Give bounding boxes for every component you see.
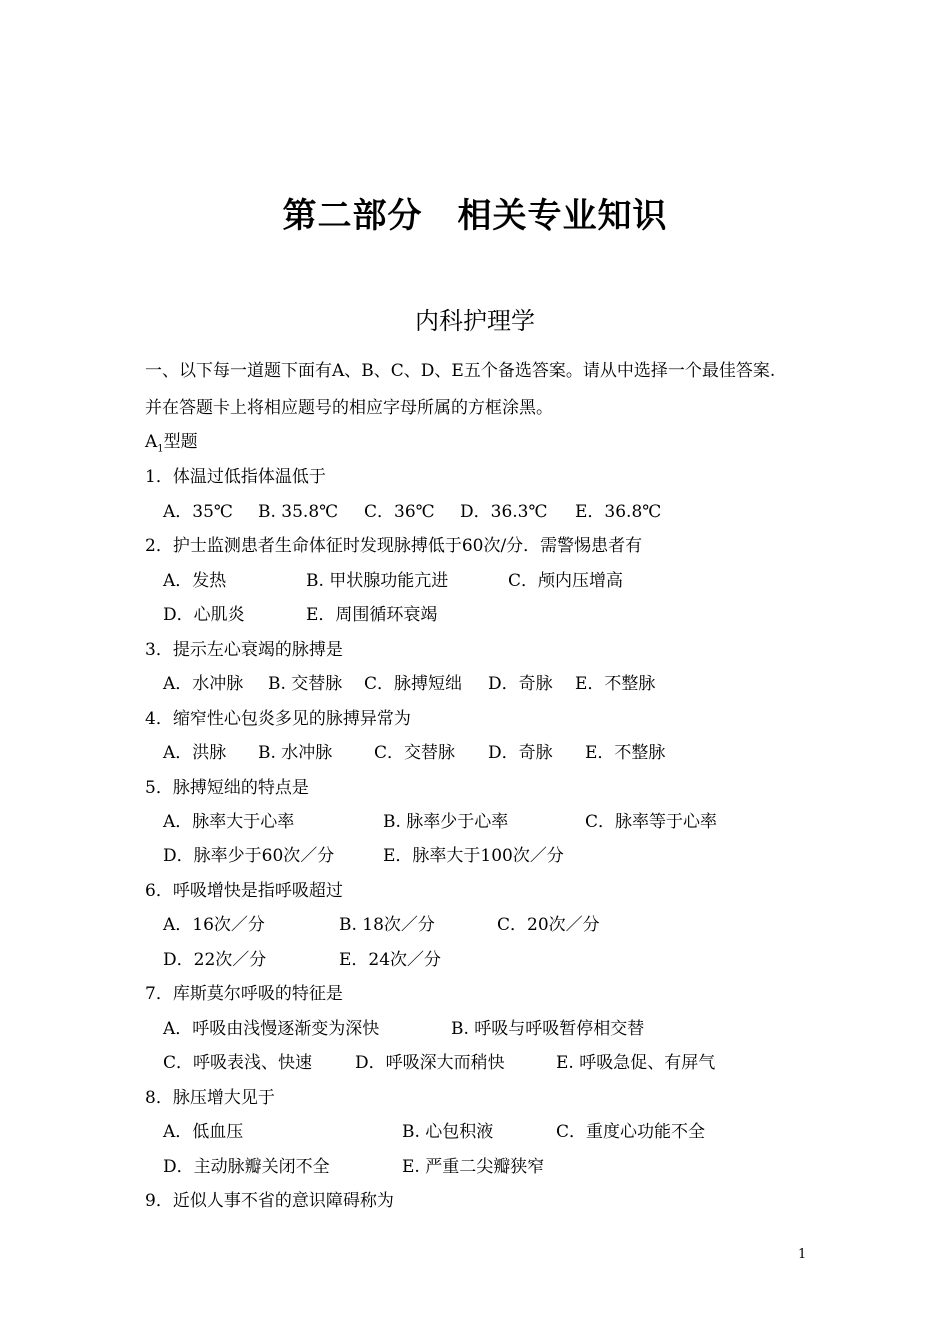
option: B. 交替脉	[268, 674, 343, 694]
option: A．发热	[163, 571, 227, 591]
option: D．主动脉瓣关闭不全	[163, 1157, 330, 1177]
option: A．低血压	[163, 1122, 244, 1142]
option: B. 心包积液	[402, 1122, 494, 1142]
option: C．36℃	[364, 502, 435, 522]
option: A．脉率大于心率	[163, 812, 295, 832]
option: C．脉搏短绌	[364, 674, 463, 694]
option: D．22次／分	[163, 950, 267, 970]
option: E. 严重二尖瓣狭窄	[402, 1157, 545, 1177]
option: E．不整脉	[575, 674, 656, 694]
option: E．36.8℃	[575, 502, 662, 522]
option: A．洪脉	[163, 743, 227, 763]
option: B. 脉率少于心率	[383, 812, 509, 832]
option: C．20次／分	[497, 915, 600, 935]
option: B. 呼吸与呼吸暂停相交替	[451, 1019, 645, 1039]
option: B. 水冲脉	[258, 743, 333, 763]
page-number: 1	[798, 1247, 807, 1262]
option: D．心肌炎	[163, 605, 245, 625]
option: D．呼吸深大而稍快	[355, 1053, 505, 1073]
option: B. 35.8℃	[258, 502, 339, 522]
question-stem: 8．脉压增大见于	[145, 1088, 275, 1108]
question-stem: 4．缩窄性心包炎多见的脉搏异常为	[145, 709, 411, 729]
question-type-suffix: 型题	[163, 432, 198, 452]
option: A．水冲脉	[163, 674, 244, 694]
option: C．重度心功能不全	[556, 1122, 706, 1142]
option: E．脉率大于100次／分	[383, 846, 564, 866]
option: D．奇脉	[488, 674, 553, 694]
question-stem: 2．护士监测患者生命体征时发现脉搏低于60次/分．需警惕患者有	[145, 536, 643, 556]
question-type-label	[145, 429, 198, 462]
option: A．16次／分	[163, 915, 265, 935]
question-stem: 5．脉搏短绌的特点是	[145, 778, 309, 798]
option: E．周围循环衰竭	[306, 605, 438, 625]
option: E．24次／分	[339, 950, 442, 970]
question-stem: 1．体温过低指体温低于	[145, 467, 326, 487]
question-stem: 3．提示左心衰竭的脉搏是	[145, 640, 343, 660]
instruction-line-2: 并在答题卡上将相应题号的相应字母所属的方框涂黑。	[145, 398, 553, 418]
section-title: 内科护理学	[415, 307, 535, 335]
option: C．颅内压增高	[508, 571, 624, 591]
option: A．35℃	[163, 502, 233, 522]
page-title: 第二部分 相关专业知识	[282, 196, 668, 236]
option: E．不整脉	[585, 743, 666, 763]
question-type-prefix: A	[145, 432, 158, 452]
option: C．脉率等于心率	[585, 812, 718, 832]
question-stem: 6．呼吸增快是指呼吸超过	[145, 881, 343, 901]
option: D．脉率少于60次／分	[163, 846, 335, 866]
instruction-line-1: 一、以下每一道题下面有A、B、C、D、E五个备选答案。请从中选择一个最佳答案.	[145, 361, 776, 381]
option: D．奇脉	[488, 743, 553, 763]
option: B. 甲状腺功能亢进	[306, 571, 449, 591]
option: C．交替脉	[374, 743, 456, 763]
option: C．呼吸表浅、快速	[163, 1053, 313, 1073]
question-stem: 7．库斯莫尔呼吸的特征是	[145, 984, 343, 1004]
option: A．呼吸由浅慢逐渐变为深快	[163, 1019, 380, 1039]
option: D．36.3℃	[460, 502, 548, 522]
question-stem: 9．近似人事不省的意识障碍称为	[145, 1191, 394, 1211]
question-type-subscript: 1	[157, 443, 164, 455]
option: E. 呼吸急促、有屏气	[556, 1053, 716, 1073]
option: B. 18次／分	[339, 915, 435, 935]
